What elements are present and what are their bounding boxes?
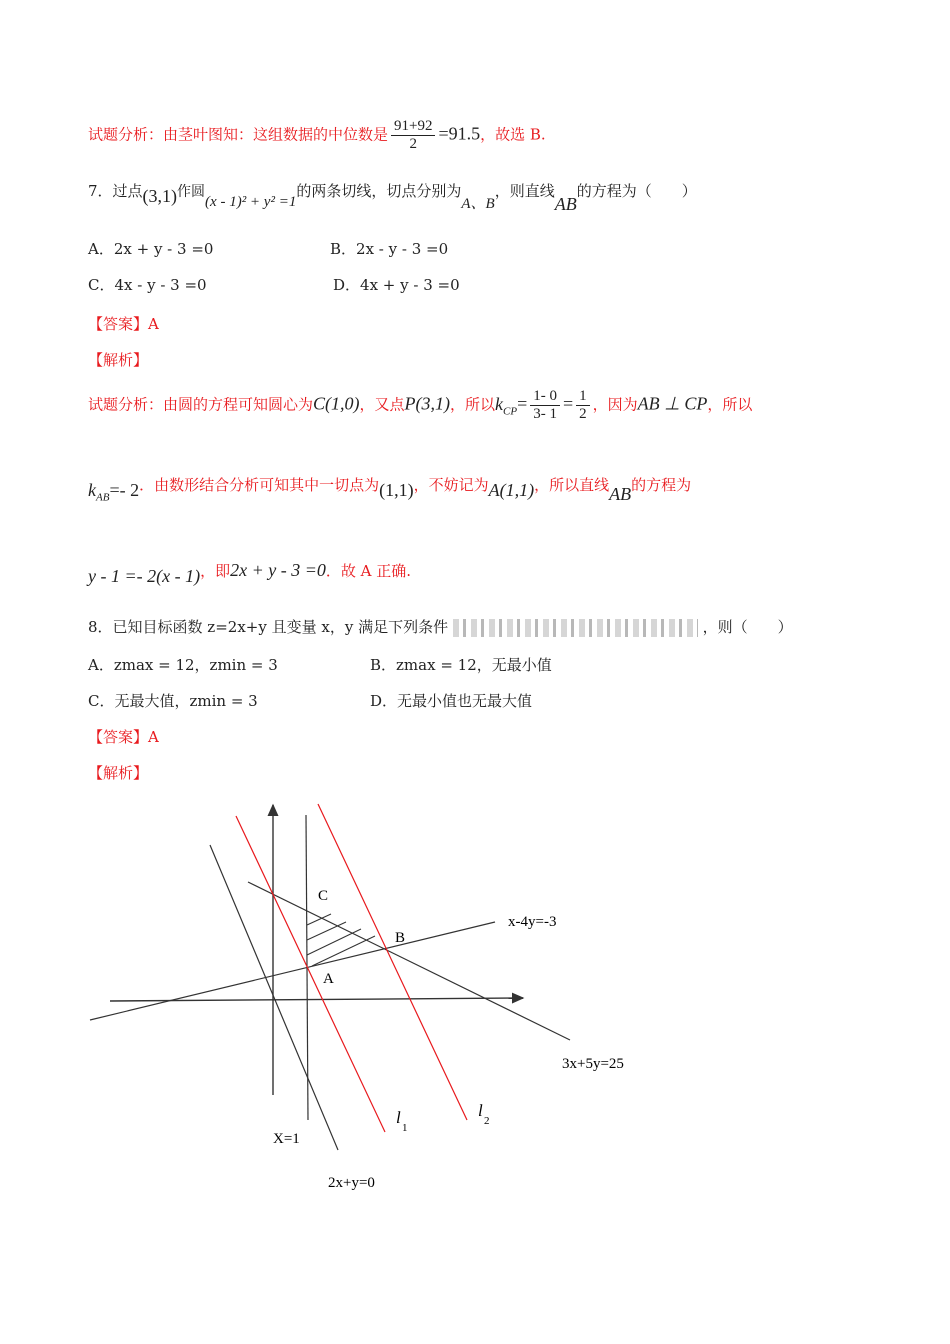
q7-option-d: D．4x + y - 3 =0 <box>333 276 460 294</box>
q7-answer: 【答案】A <box>88 315 159 333</box>
label-point-b: B <box>395 930 406 946</box>
label-point-c: C <box>318 888 329 904</box>
slope-kcp-sub: CP <box>503 405 518 418</box>
q7-analysis-2a: ．由数形结合分析可知其中一切点为 <box>139 476 380 494</box>
label-line-2x-plus-y: 2x+y=0 <box>328 1175 375 1191</box>
line-l2 <box>318 804 467 1120</box>
label-line-3x-plus-5y: 3x+5y=25 <box>562 1056 624 1072</box>
slope-kab: k <box>88 480 96 500</box>
q8-option-c: C．无最大值，zmin = 3 <box>88 692 258 710</box>
q7-analysis-1c: ，所以 <box>450 395 496 414</box>
line-3x-plus-5y <box>248 882 570 1040</box>
q8-option-d: D．无最小值也无最大值 <box>370 692 533 710</box>
q7-option-c: C．4x - y - 3 =0 <box>88 276 207 294</box>
point-a: A(1,1) <box>488 480 535 500</box>
q7-analysis-2d: 的方程为 <box>631 476 692 494</box>
label-point-a: A <box>323 971 334 987</box>
line-equation-point-slope: y - 1 =- 2(x - 1) <box>88 566 201 586</box>
q7-stem-a: 7．过点 <box>88 182 143 200</box>
q7-tangent-points: A、B <box>461 196 495 212</box>
half-den: 2 <box>579 406 587 422</box>
slope-kab-sub: AB <box>96 491 110 504</box>
q7-option-b: B．2x - y - 3 =0 <box>330 240 449 258</box>
median-value: =91.5 <box>438 123 481 144</box>
q7-analysis-1a: 试题分析：由圆的方程可知圆心为 <box>88 395 314 414</box>
fraction-denominator: 2 <box>409 136 417 152</box>
q7-circle-equation: (x - 1)² + y² =1 <box>205 194 297 210</box>
kcp-den: 3- 1 <box>533 406 557 422</box>
analysis-q6-text: 试题分析：由茎叶图知：这组数据的中位数是 <box>88 125 389 144</box>
q8-stem: 8．已知目标函数 z=2x+y 且变量 x，y 满足下列条件 <box>88 618 449 636</box>
perpendicular-relation: AB ⊥ CP <box>637 393 708 414</box>
eq-sign-1: = <box>517 393 528 414</box>
point-p: P(3,1) <box>404 393 451 414</box>
q7-line-ab: AB <box>554 194 577 214</box>
q7-stem-d: ，则直线 <box>494 182 555 200</box>
label-l1: l <box>396 1108 401 1127</box>
q7-option-a: A．2x + y - 3 =0 <box>88 240 214 258</box>
line-equation-final: 2x + y - 3 =0 <box>230 560 326 580</box>
tangent-point: (1,1) <box>379 480 414 500</box>
q7-stem-c: 的两条切线，切点分别为 <box>296 182 462 200</box>
q7-analysis-1b: ，又点 <box>359 395 405 414</box>
label-line-x-equals-1: X=1 <box>273 1131 300 1147</box>
eq-sign-2: = <box>563 393 574 414</box>
q7-analysis-2b: ，不妨记为 <box>413 476 489 494</box>
q7-analysis-3b: ．故 A 正确. <box>325 562 412 580</box>
q8-stem-end: ，则（ ） <box>702 618 793 636</box>
q7-point: (3,1) <box>142 186 178 206</box>
q7-analysis-1d: ，因为 <box>592 395 638 414</box>
q8-option-b: B．zmax = 12，无最小值 <box>370 656 552 674</box>
line-ab: AB <box>609 484 632 504</box>
label-l1-sub: 1 <box>402 1122 408 1134</box>
half-num: 1 <box>576 388 590 406</box>
q8-answer: 【答案】A <box>88 728 159 746</box>
slope-kab-value: =- 2 <box>109 480 140 500</box>
kcp-num: 1- 0 <box>530 388 560 406</box>
q7-jiexi-heading: 【解析】 <box>88 351 149 369</box>
label-l2: l <box>478 1101 483 1120</box>
q7-analysis-1e: ，所以 <box>707 395 753 414</box>
q7-stem-b: 作圆 <box>177 184 206 200</box>
feasible-region-hatch <box>307 914 375 966</box>
q7-stem-e: 的方程为（ ） <box>576 182 697 200</box>
q7-analysis-3a: ，即 <box>200 562 231 580</box>
analysis-q6-suffix: ，故选 B. <box>480 125 546 144</box>
label-l2-sub: 2 <box>484 1115 490 1127</box>
q8-jiexi-heading: 【解析】 <box>88 764 149 782</box>
q8-option-a: A．zmax = 12，zmin = 3 <box>88 656 278 674</box>
center-c: C(1,0) <box>313 393 360 414</box>
fraction-numerator: 91+92 <box>391 118 435 136</box>
label-line-x-minus-4y: x-4y=-3 <box>508 914 557 930</box>
q7-analysis-2c: ，所以直线 <box>534 476 610 494</box>
slope-kcp: k <box>495 393 504 414</box>
